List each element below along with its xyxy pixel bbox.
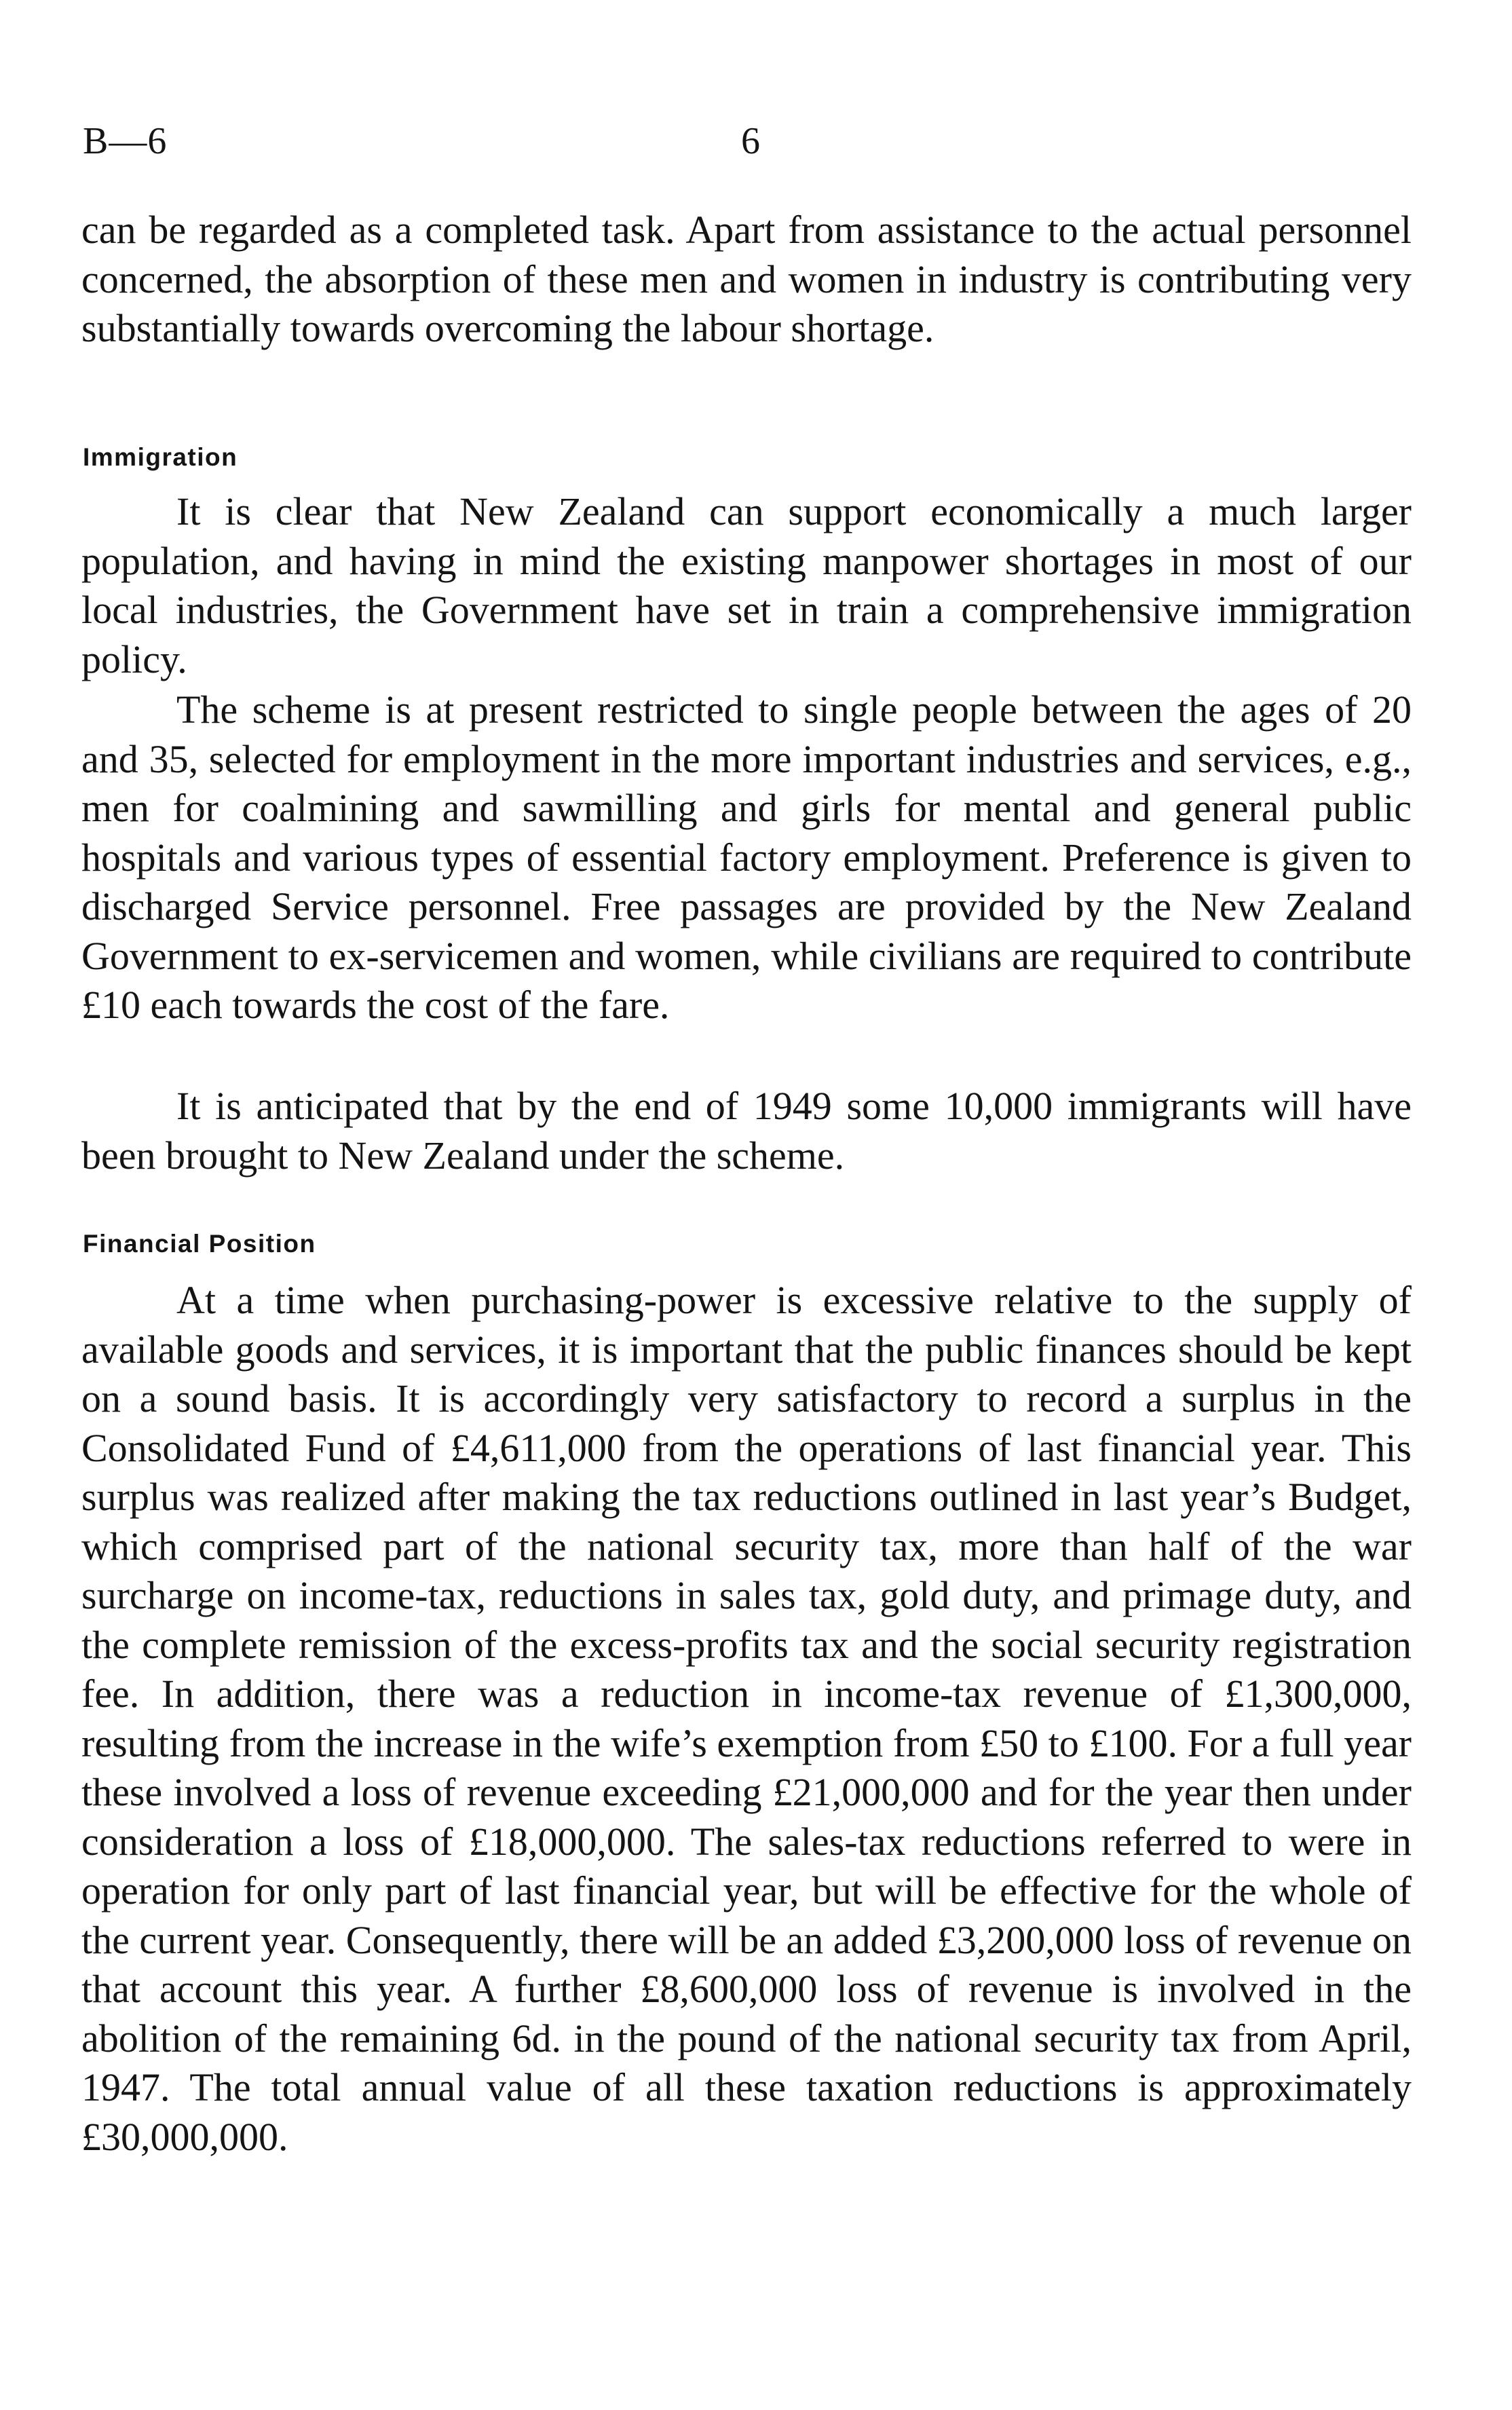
paragraph-immigration-forecast: It is anticipated that by the end of 1949 some 10,000 immigrants will have been brought to New Zealand under the scheme.	[81, 1084, 1412, 1178]
paragraph-financial-position: At a time when purchasing-power is excessive relative to the supply of available goods and services, it is important that the public finances should be kept on a sound basis. It is accordingly very satisfactory to record a surplus in the Consolidated Fund of £4,611,000 from the operations of last financial year. This surplus was realized after making the tax reductions outlined in last year’s Budget, which comprised part of the national security tax, more than half of the war surcharge on income-tax, reductions in sales tax, gold duty, and primage duty, and the complete remission of the excess-profits tax and the social security registration fee. In addition, there was a reduction in income-tax revenue of £1,300,000, resulting from the increase in the wife’s exemption from £50 to £100. For a full year these involved a loss of revenue exceeding £21,000,000 and for the year then under consideration a loss of £18,000,000. The sales-tax reductions referred to were in operation for only part of last financial year, but will be effective for the whole of the current year. Consequently, there will be an added £3,200,000 loss of revenue on that account this year. A further £8,600,000 loss of revenue is involved in the abolition of the remaining 6d. in the pound of the national security tax from April, 1947. The total annual value of all these taxation reductions is approximately £30,000,000.	[81, 1278, 1412, 2159]
paragraph-immigration-scheme: The scheme is at present restricted to single people between the ages of 20 and 35, selected for employment in the more important industries and services, e.g., men for coalmining and sawmilling and girls for mental and general public hospitals and various types of essential factory employment. Preference is given to discharged Service personnel. Free passages are provided by the New Zealand Government to ex-servicemen and women, while civilians are required to contribute £10 each towards the cost of the fare.	[81, 688, 1412, 1027]
paragraph-immigration-policy: It is clear that New Zealand can support economically a much larger population, and having in mind the existing manpower shortages in most of our local industries, the Government have set in train a comprehensive immigration policy.	[81, 489, 1412, 681]
document-reference: B—6	[83, 120, 168, 162]
page-number: 6	[741, 120, 760, 162]
section-heading-financial-position: Financial Position	[83, 1230, 316, 1258]
section-heading-immigration: Immigration	[83, 443, 238, 471]
paragraph-continuation: can be regarded as a completed task. Apart from assistance to the actual personnel concerned, the absorption of these men and women in industry is contributing very substantially towards overcoming the labour shortage.	[81, 208, 1412, 350]
